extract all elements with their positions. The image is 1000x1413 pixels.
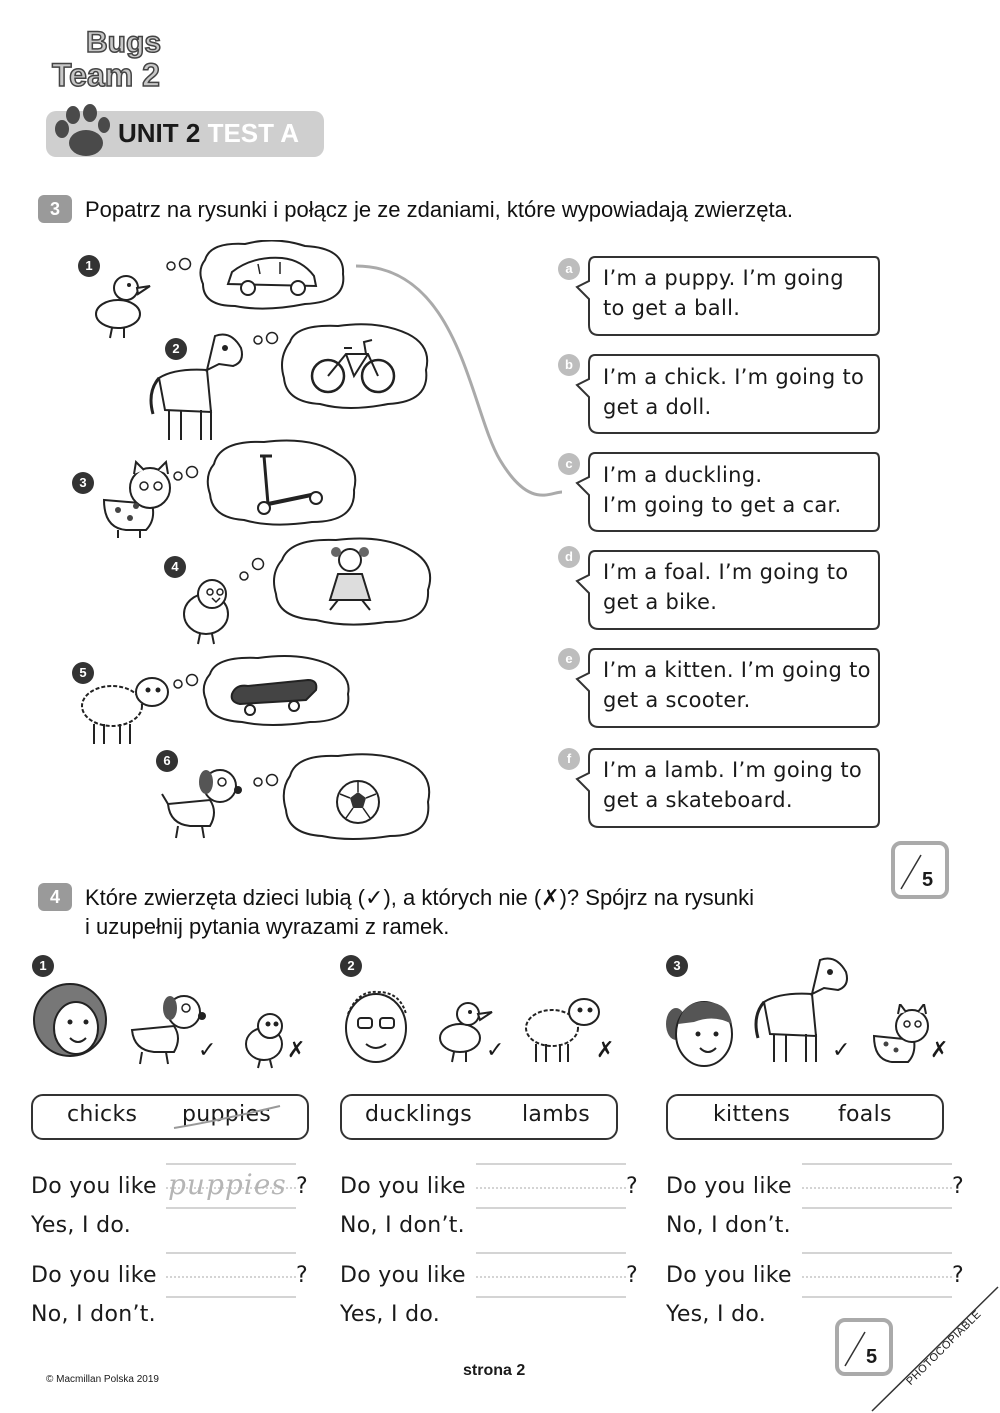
- group-number-1: 1: [32, 955, 54, 977]
- sentence-f-line2: get a skateboard.: [603, 788, 793, 812]
- sentence-c-line2: I’m going to get a car.: [603, 493, 842, 517]
- cross-mark-icon-3: ✗: [930, 1038, 949, 1063]
- puppy-icon: [160, 760, 250, 842]
- group-2-question-2: Do you like: [340, 1263, 466, 1288]
- kitten-icon: [96, 460, 178, 540]
- sentence-c: [603, 460, 841, 520]
- lamb-icon: [74, 660, 174, 750]
- exercise-4-number: 4: [38, 883, 72, 911]
- picture-number-3: 3: [72, 472, 94, 494]
- exercise-4-instruction-line2: i uzupełnij pytania wyrazami z ramek.: [85, 914, 450, 939]
- word-box-2-word2: lambs: [522, 1102, 590, 1127]
- photocopiable-label: PHOTOCOPIABLE: [904, 1308, 984, 1388]
- sentence-b-line2: get a doll.: [603, 395, 712, 419]
- letter-f: f: [558, 748, 580, 770]
- word-box-1-word2: puppies: [182, 1102, 272, 1127]
- question-mark-3-2: ?: [952, 1263, 964, 1288]
- logo-line1: Bugs: [86, 26, 161, 59]
- strike-through-line: [172, 1100, 282, 1134]
- sentence-f: [603, 755, 862, 815]
- question-mark-2-1: ?: [626, 1174, 638, 1199]
- cross-mark-icon-2: ✗: [596, 1038, 615, 1063]
- word-box-3-word2: foals: [838, 1102, 892, 1127]
- cross-mark-icon: ✗: [287, 1038, 306, 1063]
- chick-icon: [176, 570, 236, 646]
- question-mark-1-2: ?: [296, 1263, 308, 1288]
- group-3-answer-2: Yes, I do.: [666, 1302, 767, 1327]
- sentence-d-line1: I’m a foal. I’m going to: [603, 560, 849, 584]
- question-mark-3-1: ?: [952, 1174, 964, 1199]
- word-box-2-word1: ducklings: [365, 1102, 473, 1127]
- sentence-a-line2: to get a ball.: [603, 296, 741, 320]
- score-box-exercise-3: [891, 841, 949, 899]
- skateboard-icon: [228, 672, 320, 718]
- group-3-question-1: Do you like: [666, 1174, 792, 1199]
- boy-glasses-icon: [338, 984, 414, 1070]
- answer-blank-2-1[interactable]: [476, 1162, 626, 1210]
- sentence-d: [603, 557, 848, 617]
- doll-icon: [320, 544, 380, 614]
- picture-number-5: 5: [72, 662, 94, 684]
- question-mark-2-2: ?: [626, 1263, 638, 1288]
- sentence-e-line2: get a scooter.: [603, 688, 751, 712]
- sentence-d-line2: get a bike.: [603, 590, 718, 614]
- answer-blank-1-2[interactable]: [166, 1251, 296, 1299]
- exercise-3-number: 3: [38, 195, 72, 223]
- kitten-icon: [868, 1004, 934, 1068]
- sentence-c-line1: I’m a duckling.: [603, 463, 763, 487]
- group-number-2: 2: [340, 955, 362, 977]
- word-box-1-word1: chicks: [67, 1102, 138, 1127]
- letter-d: d: [558, 546, 580, 568]
- sentence-f-line1: I’m a lamb. I’m going to: [603, 758, 862, 782]
- letter-a: a: [558, 258, 580, 280]
- letter-b: b: [558, 354, 580, 376]
- group-1-answer-2: No, I don’t.: [31, 1302, 156, 1327]
- sentence-e-line1: I’m a kitten. I’m going to: [603, 658, 871, 682]
- group-3-answer-1: No, I don’t.: [666, 1213, 791, 1238]
- bike-icon: [308, 332, 398, 398]
- score-total-exercise-3: 5: [922, 869, 934, 891]
- sentence-e: [603, 655, 871, 715]
- picture-number-4: 4: [164, 556, 186, 578]
- logo-line2: Team 2: [52, 57, 160, 92]
- girl-ponytail-icon: [664, 994, 736, 1070]
- unit-title: [118, 118, 299, 149]
- lamb-icon: [518, 986, 604, 1066]
- letter-c: c: [558, 453, 580, 475]
- car-icon: [222, 250, 322, 300]
- word-box-3-word1: kittens: [713, 1102, 791, 1127]
- group-1-answer-1: Yes, I do.: [31, 1213, 132, 1238]
- scooter-icon: [250, 448, 330, 518]
- answer-blank-3-1[interactable]: [802, 1162, 952, 1210]
- paw-icon: [50, 103, 112, 161]
- group-number-3: 3: [666, 955, 688, 977]
- group-2-question-1: Do you like: [340, 1174, 466, 1199]
- letter-e: e: [558, 648, 580, 670]
- check-mark-icon: ✓: [198, 1038, 217, 1063]
- sentence-a: [603, 263, 844, 323]
- sentence-b-line1: I’m a chick. I’m going to: [603, 365, 865, 389]
- check-mark-icon-2: ✓: [486, 1038, 505, 1063]
- group-1-question-2: Do you like: [31, 1263, 157, 1288]
- sentence-b: [603, 362, 864, 422]
- example-answer-puppies: puppies: [168, 1168, 287, 1201]
- group-2-answer-1: No, I don’t.: [340, 1213, 465, 1238]
- chick-icon: [240, 1006, 290, 1070]
- copyright: © Macmillan Polska 2019: [46, 1374, 159, 1385]
- picture-number-6: 6: [156, 750, 178, 772]
- unit-label: UNIT 2: [118, 118, 201, 148]
- picture-number-2: 2: [165, 338, 187, 360]
- group-2-answer-2: Yes, I do.: [340, 1302, 441, 1327]
- word-box-3: [666, 1094, 944, 1140]
- exercise-4-instruction-line1: Które zwierzęta dzieci lubią (✓), a których nie (✗)? Spójrz na rysunki: [85, 885, 755, 910]
- girl-curly-hair-icon: [28, 978, 110, 1070]
- picture-number-1: 1: [78, 255, 100, 277]
- exercise-4-instruction: [85, 883, 865, 941]
- bugs-team-logo: [48, 22, 198, 92]
- foal-icon: [145, 322, 250, 444]
- answer-blank-2-2[interactable]: [476, 1251, 626, 1299]
- exercise-3-instruction: Popatrz na rysunki i połącz je ze zdaniami, które wypowiadają zwierzęta.: [85, 197, 793, 222]
- group-3-question-2: Do you like: [666, 1263, 792, 1288]
- ball-icon: [334, 778, 382, 826]
- group-1-question-1: Do you like: [31, 1174, 157, 1199]
- sentence-a-line1: I’m a puppy. I’m going: [603, 266, 844, 290]
- page-number: strona 2: [463, 1362, 526, 1379]
- score-total-exercise-4: 5: [866, 1346, 878, 1368]
- question-mark-1-1: ?: [296, 1174, 308, 1199]
- check-mark-icon-3: ✓: [832, 1038, 851, 1063]
- test-label: TEST A: [207, 118, 300, 148]
